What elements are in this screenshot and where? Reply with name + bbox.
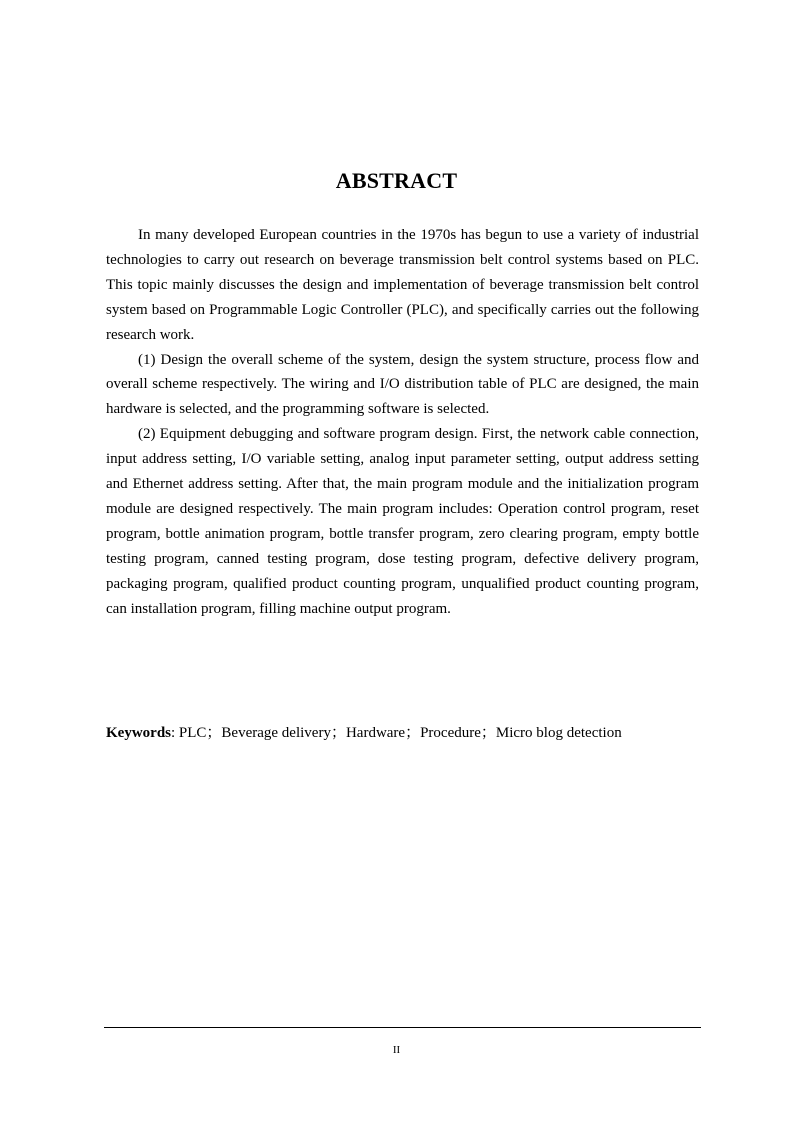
abstract-paragraph-program: (2) Equipment debugging and software program design. First, the network cable connection, input address setting, I/O variable setting, analog input parameter setting, output address setting and Ethernet address setting. After that, the main program module and the initialization program module are designed respectively. The main program includes: Operation control program, reset program, bottle animation program, bottle transfer program, zero clearing program, empty bottle testing program, canned testing program, dose testing program, defective delivery program, packaging program, qualified product counting program, unqualified product counting program, can installation program, filling machine output program. [106, 426, 699, 617]
page-number: II [392, 1044, 401, 1056]
keywords-list: : PLC；Beverage delivery；Hardware；Procedure；Micro blog detection [171, 725, 622, 741]
footer-divider [104, 1027, 701, 1028]
keywords-line [106, 721, 706, 745]
abstract-paragraph-intro: In many developed European countries in the 1970s has begun to use a variety of industrial technologies to carry out research on beverage transmission belt control systems based on PLC. This topic mainly discusses the design and implementation of beverage transmission belt control system based on Programmable Logic Controller (PLC), and specifically carries out the following research work. [106, 227, 699, 343]
abstract-body [106, 223, 699, 622]
keywords-label: Keywords [106, 725, 171, 741]
abstract-paragraph-scheme: (1) Design the overall scheme of the system, design the system structure, process flow and overall scheme respectively. The wiring and I/O distribution table of PLC are designed, the main hardware is selected, and the programming software is selected. [106, 351, 699, 418]
abstract-title: ABSTRACT [335, 167, 458, 193]
